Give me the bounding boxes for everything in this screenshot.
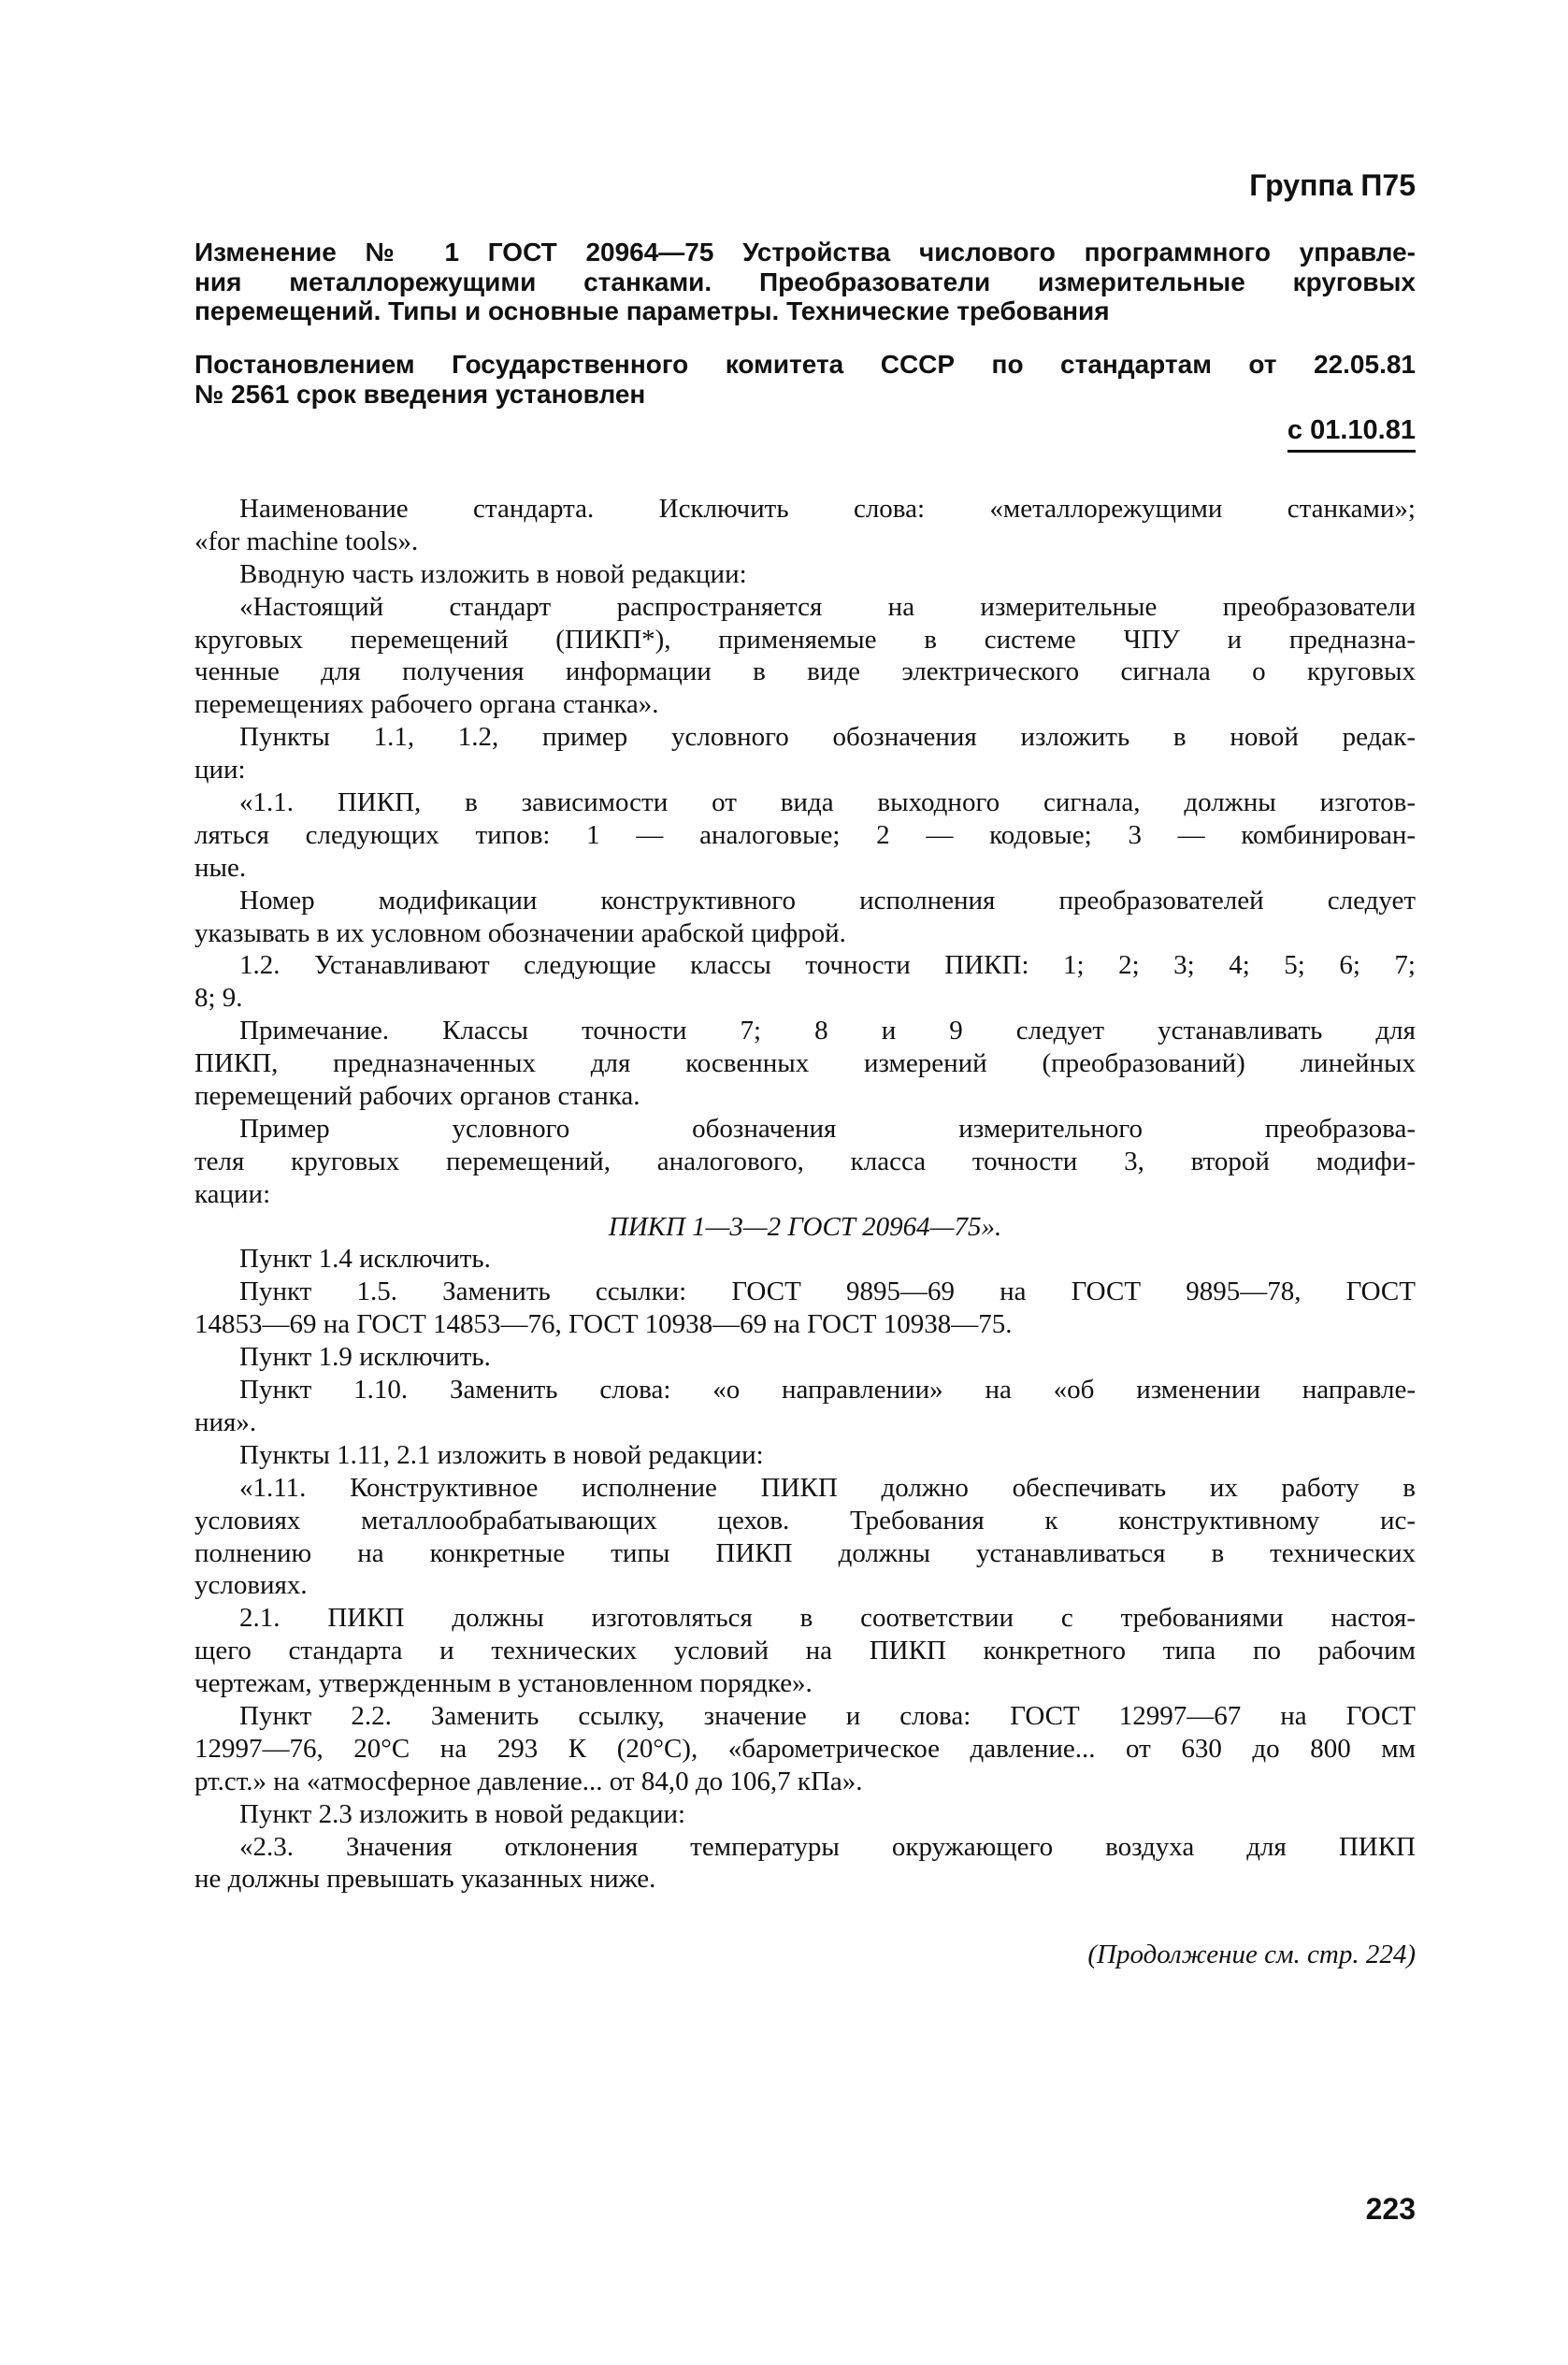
title-line: перемещений. Типы и основные параметры. Технические требования (194, 296, 1110, 325)
body-line: чертежам, утвержденным в установленном порядке». (194, 1668, 813, 1699)
body-line: ляться следующих типов: 1 — аналоговые; 2 — кодовые; 3 — комбинирован- (194, 819, 1416, 850)
body-line: теля круговых перемещений, аналогового, класса точности 3, второй модифи- (194, 1146, 1416, 1176)
body-line: Примечание. Классы точности 7; 8 и 9 следует устанавливать для (239, 1016, 1416, 1046)
body-line: рт.ст.» на «атмосферное давление... от 84,0 до 106,7 кПа». (194, 1766, 863, 1796)
body-line: Пункт 1.9 исключить. (239, 1342, 491, 1373)
page-number: 223 (1365, 2192, 1416, 2226)
decree-line: № 2561 срок введения установлен (194, 380, 646, 409)
body-line: 2.1. ПИКП должны изготовляться в соответствии с требованиями настоя- (239, 1603, 1416, 1634)
body-line: 8; 9. (194, 983, 243, 1014)
group-code: Группа П75 (1249, 168, 1416, 202)
body-line: ченные для получения информации в виде электрического сигнала о круговых (194, 656, 1416, 687)
body-line: Пункт 1.4 исключить. (239, 1244, 491, 1275)
body-line: кации: (194, 1178, 271, 1209)
body-line: 12997—76, 20°С на 293 К (20°С), «барометрическое давление... от 630 до 800 мм (194, 1733, 1416, 1764)
body-line: Пункты 1.1, 1.2, пример условного обозначения изложить в новой редак- (239, 722, 1416, 753)
decree (194, 350, 1416, 410)
body-line: Пункт 1.5. Заменить ссылки: ГОСТ 9895—69 на ГОСТ 9895—78, ГОСТ (239, 1276, 1416, 1307)
body-line: «1.11. Конструктивное исполнение ПИКП должно обеспечивать их работу в (239, 1472, 1416, 1503)
body-line: Пункты 1.11, 2.1 изложить в новой редакции: (239, 1439, 764, 1470)
designation-example: ПИКП 1—3—2 ГОСТ 20964—75». (608, 1211, 1002, 1242)
body-line: перемещений рабочих органов станка. (194, 1081, 640, 1112)
body-line: «2.3. Значения отклонения температуры окружающего воздуха для ПИКП (239, 1831, 1416, 1862)
body-line: Пример условного обозначения измерительного преобразова- (239, 1113, 1416, 1144)
amendment-title (194, 238, 1416, 326)
title-line: ния металлорежущими станками. Преобразователи измерительные круговых (194, 267, 1416, 296)
body-line: условиях. (194, 1570, 308, 1601)
body-line: условиях металлообрабатывающих цехов. Требования к конструктивному ис- (194, 1505, 1416, 1536)
body-line: «1.1. ПИКП, в зависимости от вида выходного сигнала, должны изготов- (239, 787, 1416, 818)
body-line: ции: (194, 755, 246, 786)
body-line: «for machine tools». (194, 526, 419, 556)
body-line: Вводную часть изложить в новой редакции: (239, 558, 747, 589)
body-line: круговых перемещений (ПИКП*), применяемые в системе ЧПУ и предназна- (194, 624, 1416, 655)
body-line: 14853—69 на ГОСТ 14853—76, ГОСТ 10938—69 на ГОСТ 10938—75. (194, 1309, 1013, 1340)
body-line: Пункт 2.2. Заменить ссылку, значение и слова: ГОСТ 12997—67 на ГОСТ (239, 1700, 1416, 1731)
body-line: 1.2. Устанавливают следующие классы точности ПИКП: 1; 2; 3; 4; 5; 6; 7; (239, 950, 1416, 981)
body-line: Пункт 2.3 изложить в новой редакции: (239, 1798, 686, 1829)
body-line: полнению на конкретные типы ПИКП должны устанавливаться в технических (194, 1537, 1416, 1568)
body-line: ПИКП, предназначенных для косвенных измерений (преобразований) линейных (194, 1048, 1416, 1079)
body-line: «Настоящий стандарт распространяется на измерительные преобразователи (239, 591, 1416, 622)
decree-line: Постановлением Государственного комитета СССР по стандартам от 22.05.81 (194, 350, 1416, 379)
body-line: Пункт 1.10. Заменить слова: «о направлении» на «об изменении направле- (239, 1375, 1416, 1406)
body-line: ния». (194, 1406, 257, 1437)
title-line: Изменение № 1 ГОСТ 20964—75 Устройства числового программного управле- (194, 238, 1416, 267)
body-line: Номер модификации конструктивного исполнения преобразователей следует (239, 885, 1416, 916)
body-line: указывать в их условном обозначении арабской цифрой. (194, 917, 846, 948)
body-line: не должны превышать указанных ниже. (194, 1864, 656, 1895)
body-line: перемещениях рабочего органа станка». (194, 689, 659, 720)
body-line: ные. (194, 852, 247, 883)
document-body (194, 493, 1416, 1896)
continuation-note: (Продолжение см. стр. 224) (1087, 1940, 1416, 1969)
body-line: щего стандарта и технических условий на ПИКП конкретного типа по рабочим (194, 1636, 1416, 1666)
effective-date: с 01.10.81 (1287, 415, 1416, 453)
body-line: Наименование стандарта. Исключить слова: «металлорежущими станками»; (239, 494, 1416, 524)
